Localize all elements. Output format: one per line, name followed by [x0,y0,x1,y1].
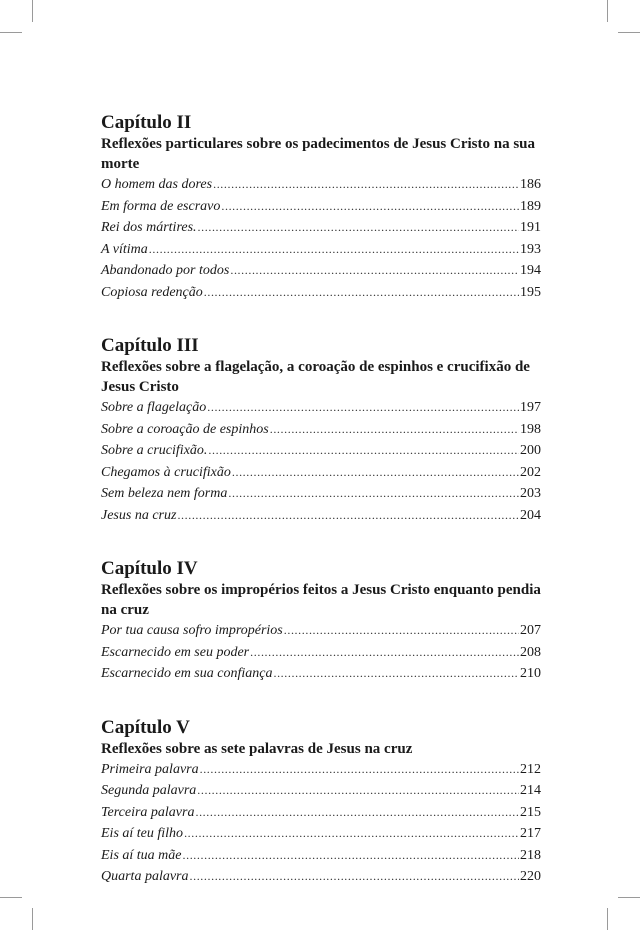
toc-entry-page: 207 [520,623,541,638]
toc-entry-label: Escarnecido em sua confiança [101,666,273,681]
toc-entry-page: 202 [520,464,541,480]
crop-mark [32,908,33,930]
toc-entry-label: Escarnecido em seu poder [101,644,250,660]
dot-leader [184,823,519,844]
dot-leader [197,780,519,801]
toc-entry-label: O homem das dores [101,177,213,192]
toc-entry[interactable] [101,196,541,218]
toc-entry-page: 186 [520,177,541,192]
dot-leader [270,419,519,440]
toc-entry-page: 198 [520,421,541,437]
toc-entry-page: 194 [520,263,541,278]
dot-leader [250,642,519,663]
toc-entry-label: Terceira palavra [101,804,195,820]
toc-entry[interactable] [101,802,541,824]
chapter-subtitle: Reflexões sobre as sete palavras de Jesus na cruz [101,740,413,757]
crop-mark [32,0,33,22]
toc-entry-page: 197 [520,400,541,415]
dot-leader [183,845,520,866]
chapter-title: Capítulo II [101,112,192,133]
toc-entry-label: Rei dos mártires. [101,220,197,235]
crop-mark [618,32,640,33]
toc-entry[interactable] [101,620,541,642]
toc-entry-page: 217 [520,826,541,841]
dot-leader [190,866,520,887]
dot-leader [221,196,519,217]
dot-leader [213,174,519,195]
toc-entry[interactable] [101,845,541,867]
toc-entry-label: Sobre a crucifixão. [101,443,208,458]
toc-entry-label: Segunda palavra [101,783,197,798]
toc-entry-label: A vítima [101,241,148,257]
chapter-subtitle: Reflexões sobre os impropérios feitos a Jesus Cristo enquanto pendia na cruz [101,582,541,618]
toc-entry-page: 215 [520,804,541,820]
toc-entry-page: 204 [520,507,541,523]
toc-entry[interactable] [101,759,541,781]
toc-entry-page: 191 [520,220,541,235]
chapter-section [101,112,541,303]
toc-entry[interactable] [101,217,541,239]
toc-entry[interactable] [101,462,541,484]
dot-leader [149,239,519,260]
dot-leader [208,440,519,461]
toc-entry[interactable] [101,780,541,802]
chapter-subtitle: Reflexões sobre a flagelação, a coroação de espinhos e crucifixão de Jesus Cristo [101,359,530,395]
dot-leader [228,483,519,504]
toc-entry-page: 189 [520,198,541,214]
chapter-section [101,558,541,685]
toc-entry-label: Chegamos à crucifixão [101,464,231,480]
chapter-section [101,717,541,888]
dot-leader [284,620,519,641]
toc-entry-label: Sobre a coroação de espinhos [101,421,269,437]
toc-entry[interactable] [101,174,541,196]
toc-entry-label: Jesus na cruz [101,507,177,523]
toc-entry[interactable] [101,397,541,419]
toc-entry[interactable] [101,663,541,685]
toc-entry-label: Sem beleza nem forma [101,486,228,501]
toc-entry[interactable] [101,866,541,888]
dot-leader [204,282,519,303]
chapter-section [101,335,541,526]
dot-leader [198,217,519,238]
dot-leader [207,397,519,418]
toc-entry-page: 214 [520,783,541,798]
toc-entry-label: Abandonado por todos [101,263,230,278]
toc-entry[interactable] [101,505,541,527]
toc-entry[interactable] [101,260,541,282]
dot-leader [232,462,519,483]
toc-entry-label: Copiosa redenção [101,284,203,300]
toc-entry-page: 195 [520,284,541,300]
toc-entry-page: 203 [520,486,541,501]
dot-leader [273,663,519,684]
toc-entry-page: 220 [520,869,541,884]
toc-entry[interactable] [101,419,541,441]
table-of-contents [101,112,541,920]
dot-leader [177,505,519,526]
dot-leader [200,759,519,780]
toc-entry-label: Sobre a flagelação [101,400,207,415]
toc-entry[interactable] [101,642,541,664]
toc-entry-label: Em forma de escravo [101,198,221,214]
crop-mark [0,897,22,898]
toc-entry-page: 200 [520,443,541,458]
chapter-title: Capítulo III [101,335,199,356]
dot-leader [230,260,519,281]
toc-entry[interactable] [101,823,541,845]
toc-entry-page: 193 [520,241,541,257]
crop-mark [607,908,608,930]
toc-entry-label: Por tua causa sofro impropérios [101,623,283,638]
toc-entry-label: Quarta palavra [101,869,189,884]
crop-mark [607,0,608,22]
toc-entry-label: Primeira palavra [101,761,199,777]
chapter-title: Capítulo IV [101,558,198,579]
chapter-title: Capítulo V [101,716,190,738]
toc-entry[interactable] [101,282,541,304]
toc-entry-label: Eis aí teu filho [101,826,184,841]
toc-entry-page: 208 [520,644,541,660]
toc-entry[interactable] [101,483,541,505]
crop-mark [618,897,640,898]
dot-leader [195,802,519,823]
toc-entry-page: 212 [520,761,541,777]
toc-entry[interactable] [101,440,541,462]
toc-entry-page: 210 [520,666,541,681]
toc-entry[interactable] [101,239,541,261]
crop-mark [0,32,22,33]
toc-entry-label: Eis aí tua mãe [101,847,182,863]
chapter-subtitle: Reflexões particulares sobre os padecimentos de Jesus Cristo na sua morte [101,136,536,172]
toc-entry-page: 218 [520,847,541,863]
